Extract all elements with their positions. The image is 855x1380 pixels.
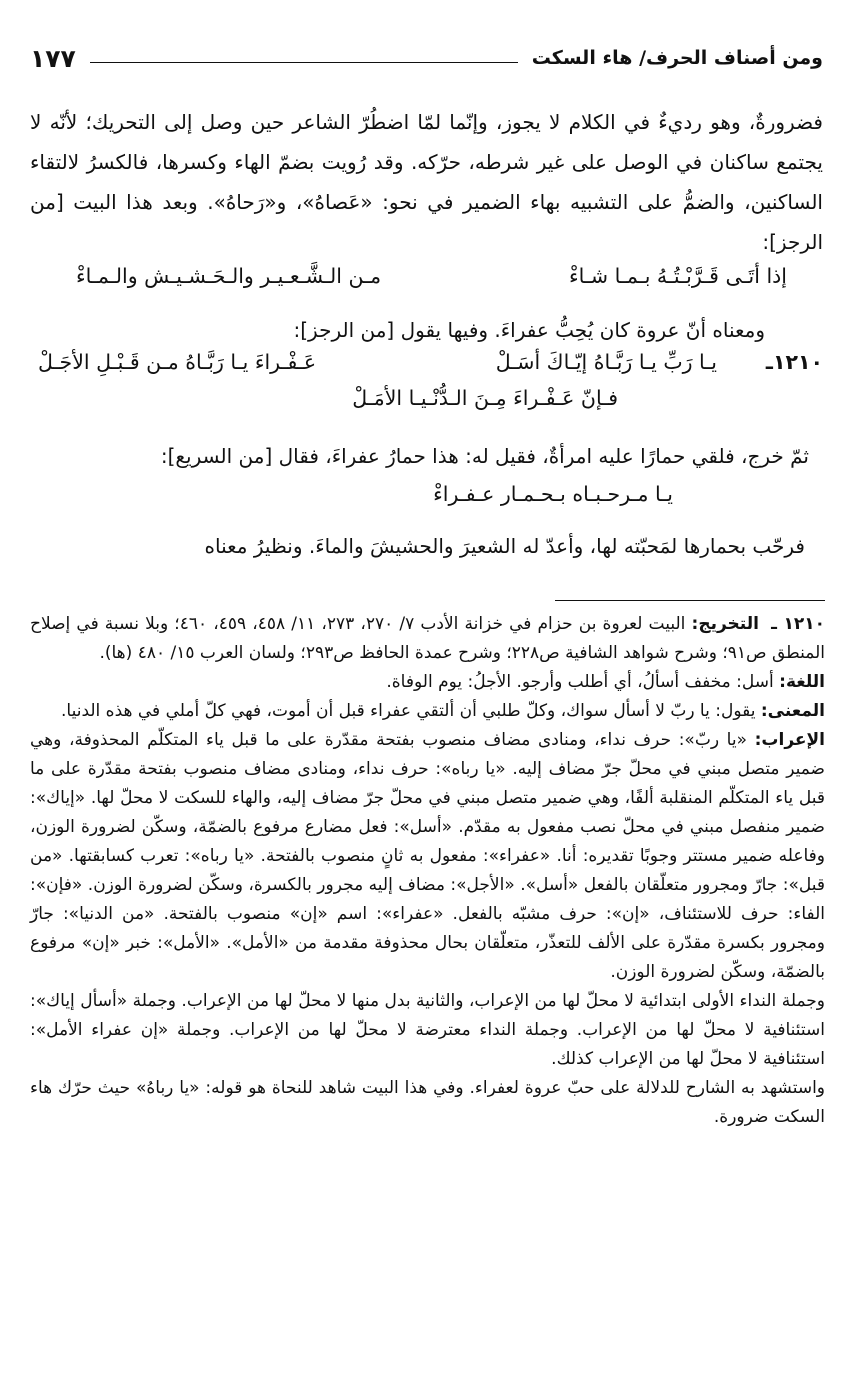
verse-hemistich-first: إذا أتَـى قَـرَّبْـتُـهُ بـمـا شـاءْ <box>569 264 787 288</box>
verse-intro-text: ومعناه أنّ عروة كان يُحِبُّ عفراءَ. وفيها يقول [من الرجز]: <box>293 318 765 342</box>
footnote-text: يقول: يا ربّ لا أسأل سواك، وكلّ طلبي أن ألتقي عفراء قبل أن أموت، فهي كلّ أملي في هذه الدنيا. <box>61 701 756 721</box>
footnote-text: البيت لعروة بن حزام في خزانة الأدب ٧/ ٢٧٠، ٢٧٣، ١١/ ٤٥٨، ٤٥٩، ٤٦٠؛ وبلا نسبة في إصلاح المنطق ص٩١؛ وشرح شواهد الشافية ص٢٢٨؛ وشرح عمدة الحافظ ص٢٩٣؛ ولسان العرب ١٥/ ٤٨٠ (ها). <box>30 614 825 663</box>
footnotes <box>30 610 825 1132</box>
main-paragraph <box>30 102 823 262</box>
footnote-lugha <box>30 668 825 697</box>
paragraph-text: فضرورةٌ، وهو رديءٌ في الكلام لا يجوز، وإنّما لمّا اضطُرّ الشاعر حين وصل إلى التحريك؛ لأنّه لا يجتمع ساكنان في الوصل على غير شرطه، حرّكه. وقد رُويت بضمّ الهاء وكسرها، فالكسرُ لالتقاء الساكنين، والضمُّ على التشبيه بهاء الضمير في نحو: «عَصاهُ»، و«رَحاهُ». وبعد هذا البيت [من الرجز]: <box>30 110 823 254</box>
footnote-shahid: واستشهد به الشارح للدلالة على حبّ عروة لعفراء. وفي هذا البيت شاهد للنحاة هو قوله: «يا رباهُ» حيث حرّك هاء السكت ضرورة. <box>30 1078 825 1127</box>
page-number: ١٧٧ <box>30 43 76 73</box>
footnote-label: التخريج: <box>691 614 759 634</box>
footnote-text: «يا ربّ»: حرف نداء، ومنادى مضاف منصوب بفتحة مقدّرة على ما قبل ياء المتكلّم المحذوفة، وهي ضمير متصل مبني في محلّ جرّ مضاف إليه. «يا رباه»: حرف نداء، ومنادى مضاف منصوب بفتحة مقدّرة على ما قبل ياء المتكلّم المنقلبة ألفًا، وهي ضمير متصل مبني في محلّ جرّ مضاف إليه، والهاء للسكت لا محلّ لها. «إياك»: ضمير منفصل مبني في محلّ نصب مفعول به مقدّم. «أسل»: فعل مضارع مرفوع بالضمّة، وسكّن لضرورة الوزن، وفاعله ضمير مستتر وجوبًا تقديره: أنا. «عفراء»: مفعول به ثانٍ منصوب بالفتحة. «يا رباه»: تعرب كسابقتها. «من قبل»: جارّ ومجرور متعلّقان بالفعل «أسل». «الأجل»: مضاف إليه مجرور بالكسرة، وسكّن لضرورة الوزن. «فإن»: الفاء: حرف للاستئناف، «إن»: حرف مشبّه بالفعل. «عفراء»: اسم «إن» منصوب بالفتحة. «من الدنيا»: جارّ ومجرور بكسرة مقدّرة على الألف للتعذّر، متعلّقان بحال محذوفة مقدمة من «الأمل». «الأمل»: خبر «إن» مرفوع بالضمّة، وسكّن لضرورة الوزن. <box>30 730 825 982</box>
running-title: ومن أصناف الحرف/ هاء السكت <box>531 47 823 69</box>
footnote-text: أسل: مخفف أسألُ، أي أطلب وأرجو. الأجلُ: يوم الوفاة. <box>386 672 774 692</box>
footnote-label: اللغة: <box>779 672 825 692</box>
footnote-label: المعنى: <box>760 701 825 721</box>
narrative-text: فرحّب بحمارها لمَحبّته لها، وأعدّ له الشعيرَ والحشيشَ والماءَ. ونظيرُ معناه <box>204 534 805 558</box>
verse-number: ١٢١٠ـ <box>765 350 823 374</box>
narrative-text: ثمّ خرج، فلقي حمارًا عليه امرأةٌ، فقيل له: هذا حمارُ عفراءَ، فقال [من السريع]: <box>160 444 809 468</box>
footnote-label: الإعراب: <box>754 730 826 750</box>
verse-hemistich-second: عَـفْـراءَ يـا رَبَّـاهُ مـن قَـبْـلِ الأجَـلْ <box>38 350 317 374</box>
verse-hemistich-single: فـإنّ عَـفْـراءَ مِـنَ الـدُّنْـيـا الأمَـلْ <box>352 386 618 410</box>
verse-hemistich-single: يـا مـرحـبـاه بـحـمـار عـفـراءْ <box>433 482 673 506</box>
footnote-divider <box>555 600 825 601</box>
footnote-irab <box>30 726 825 987</box>
verse-hemistich-first: يـا رَبِّ يـا رَبَّـاهُ إيّـاكَ أسَـلْ <box>495 350 717 374</box>
verse-hemistich-second: مـن الـشَّـعـيـر والـحَـشـيـش والـمـاءْ <box>76 264 382 288</box>
footnote-takhrij <box>30 610 825 668</box>
footnote-jumla: وجملة النداء الأولى ابتدائية لا محلّ لها من الإعراب، والثانية بدل منها لا محلّ لها من الإعراب. وجملة «أسأل إياك»: استئنافية لا محلّ لها من الإعراب. وجملة النداء معترضة لا محلّ لها من الإعراب. وجملة «إن عفراء الأمل»: استئنافية لا محلّ لها من الإعراب كذلك. <box>30 991 825 1069</box>
page-header <box>30 38 823 78</box>
header-rule <box>90 62 518 63</box>
footnote-number: ١٢١٠ ـ <box>771 614 826 634</box>
footnote-maana <box>30 697 825 726</box>
